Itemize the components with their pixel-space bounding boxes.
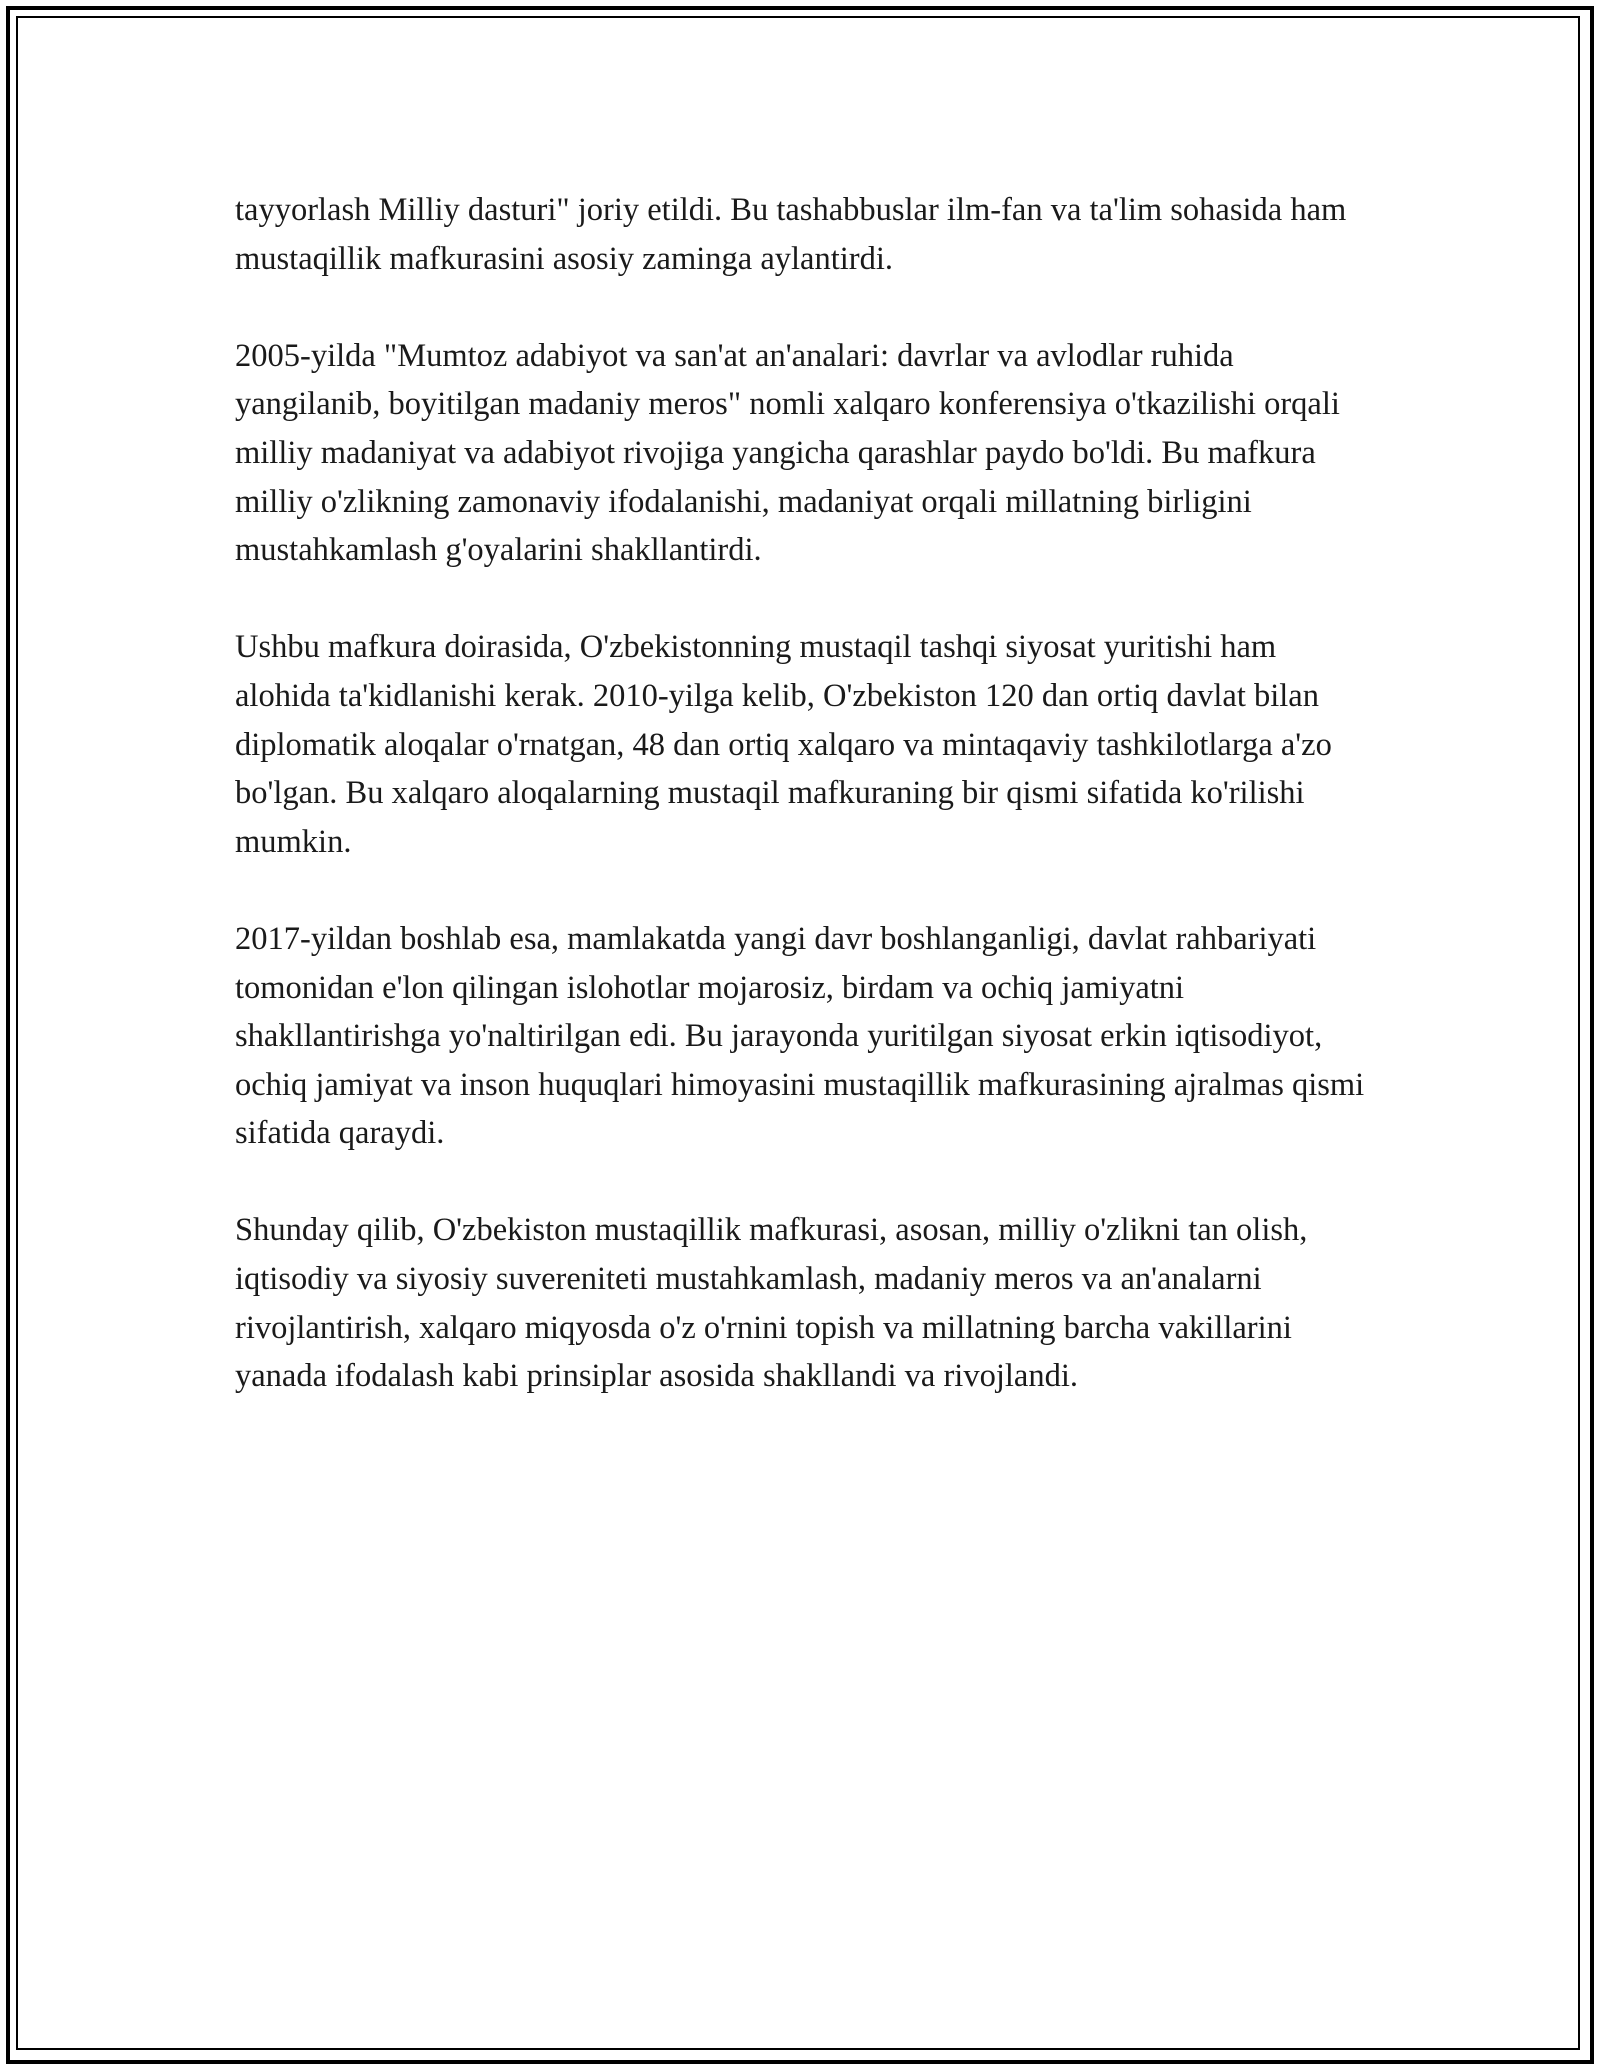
paragraph-2: 2005-yilda "Mumtoz adabiyot va san'at an'analari: davrlar va avlodlar ruhida yangilanib, boyitilgan madaniy meros" nomli xalqaro konferensiya o'tkazilishi orqali milliy madaniyat va adabiyot rivojiga yangicha qarashlar paydo bo'ldi. Bu mafkura milliy o'zlikning zamonaviy ifodalanishi, madaniyat orqali millatning birligini mustahkamlash g'oyalarini shakllantirdi. [235, 337, 1340, 569]
paragraph-1: tayyorlash Milliy dasturi" joriy etildi. Bu tashabbuslar ilm-fan va ta'lim sohasida ham mustaqillik mafkurasini asosiy zaminga aylantirdi. [235, 192, 1347, 277]
paragraph-3: Ushbu mafkura doirasida, O'zbekistonning mustaqil tashqi siyosat yuritishi ham alohida ta'kidlanishi kerak. 2010-yilga kelib, O'zbekiston 120 dan ortiq davlat bilan diplomatik aloqalar o'rnatgan, 48 dan ortiq xalqaro va mintaqaviy tashkilotlarga a'zo bo'lgan. Bu xalqaro aloqalarning mustaqil mafkuraning bir qismi sifatida ko'rilishi mumkin. [235, 629, 1332, 860]
paragraph-5: Shunday qilib, O'zbekiston mustaqillik mafkurasi, asosan, milliy o'zlikni tan olish, iqtisodiy va siyosiy suvereniteti mustahkamlash, madaniy meros va an'analarni rivojlantirish, xalqaro miqyosda o'z o'rnini topish va millatning barcha vakillarini yanada ifodalash kabi prinsiplar asosida shakllandi va rivojlandi. [235, 1212, 1308, 1395]
paragraph-4: 2017-yildan boshlab esa, mamlakatda yangi davr boshlanganligi, davlat rahbariyati tomonidan e'lon qilingan islohotlar mojarosiz, birdam va ochiq jamiyatni shakllantirishga yo'naltirilgan edi. Bu jarayonda yuritilgan siyosat erkin iqtisodiyot, ochiq jamiyat va inson huquqlari himoyasini mustaqillik mafkurasining ajralmas qismi sifatida qaraydi. [235, 920, 1365, 1152]
document-body [235, 186, 1375, 1401]
